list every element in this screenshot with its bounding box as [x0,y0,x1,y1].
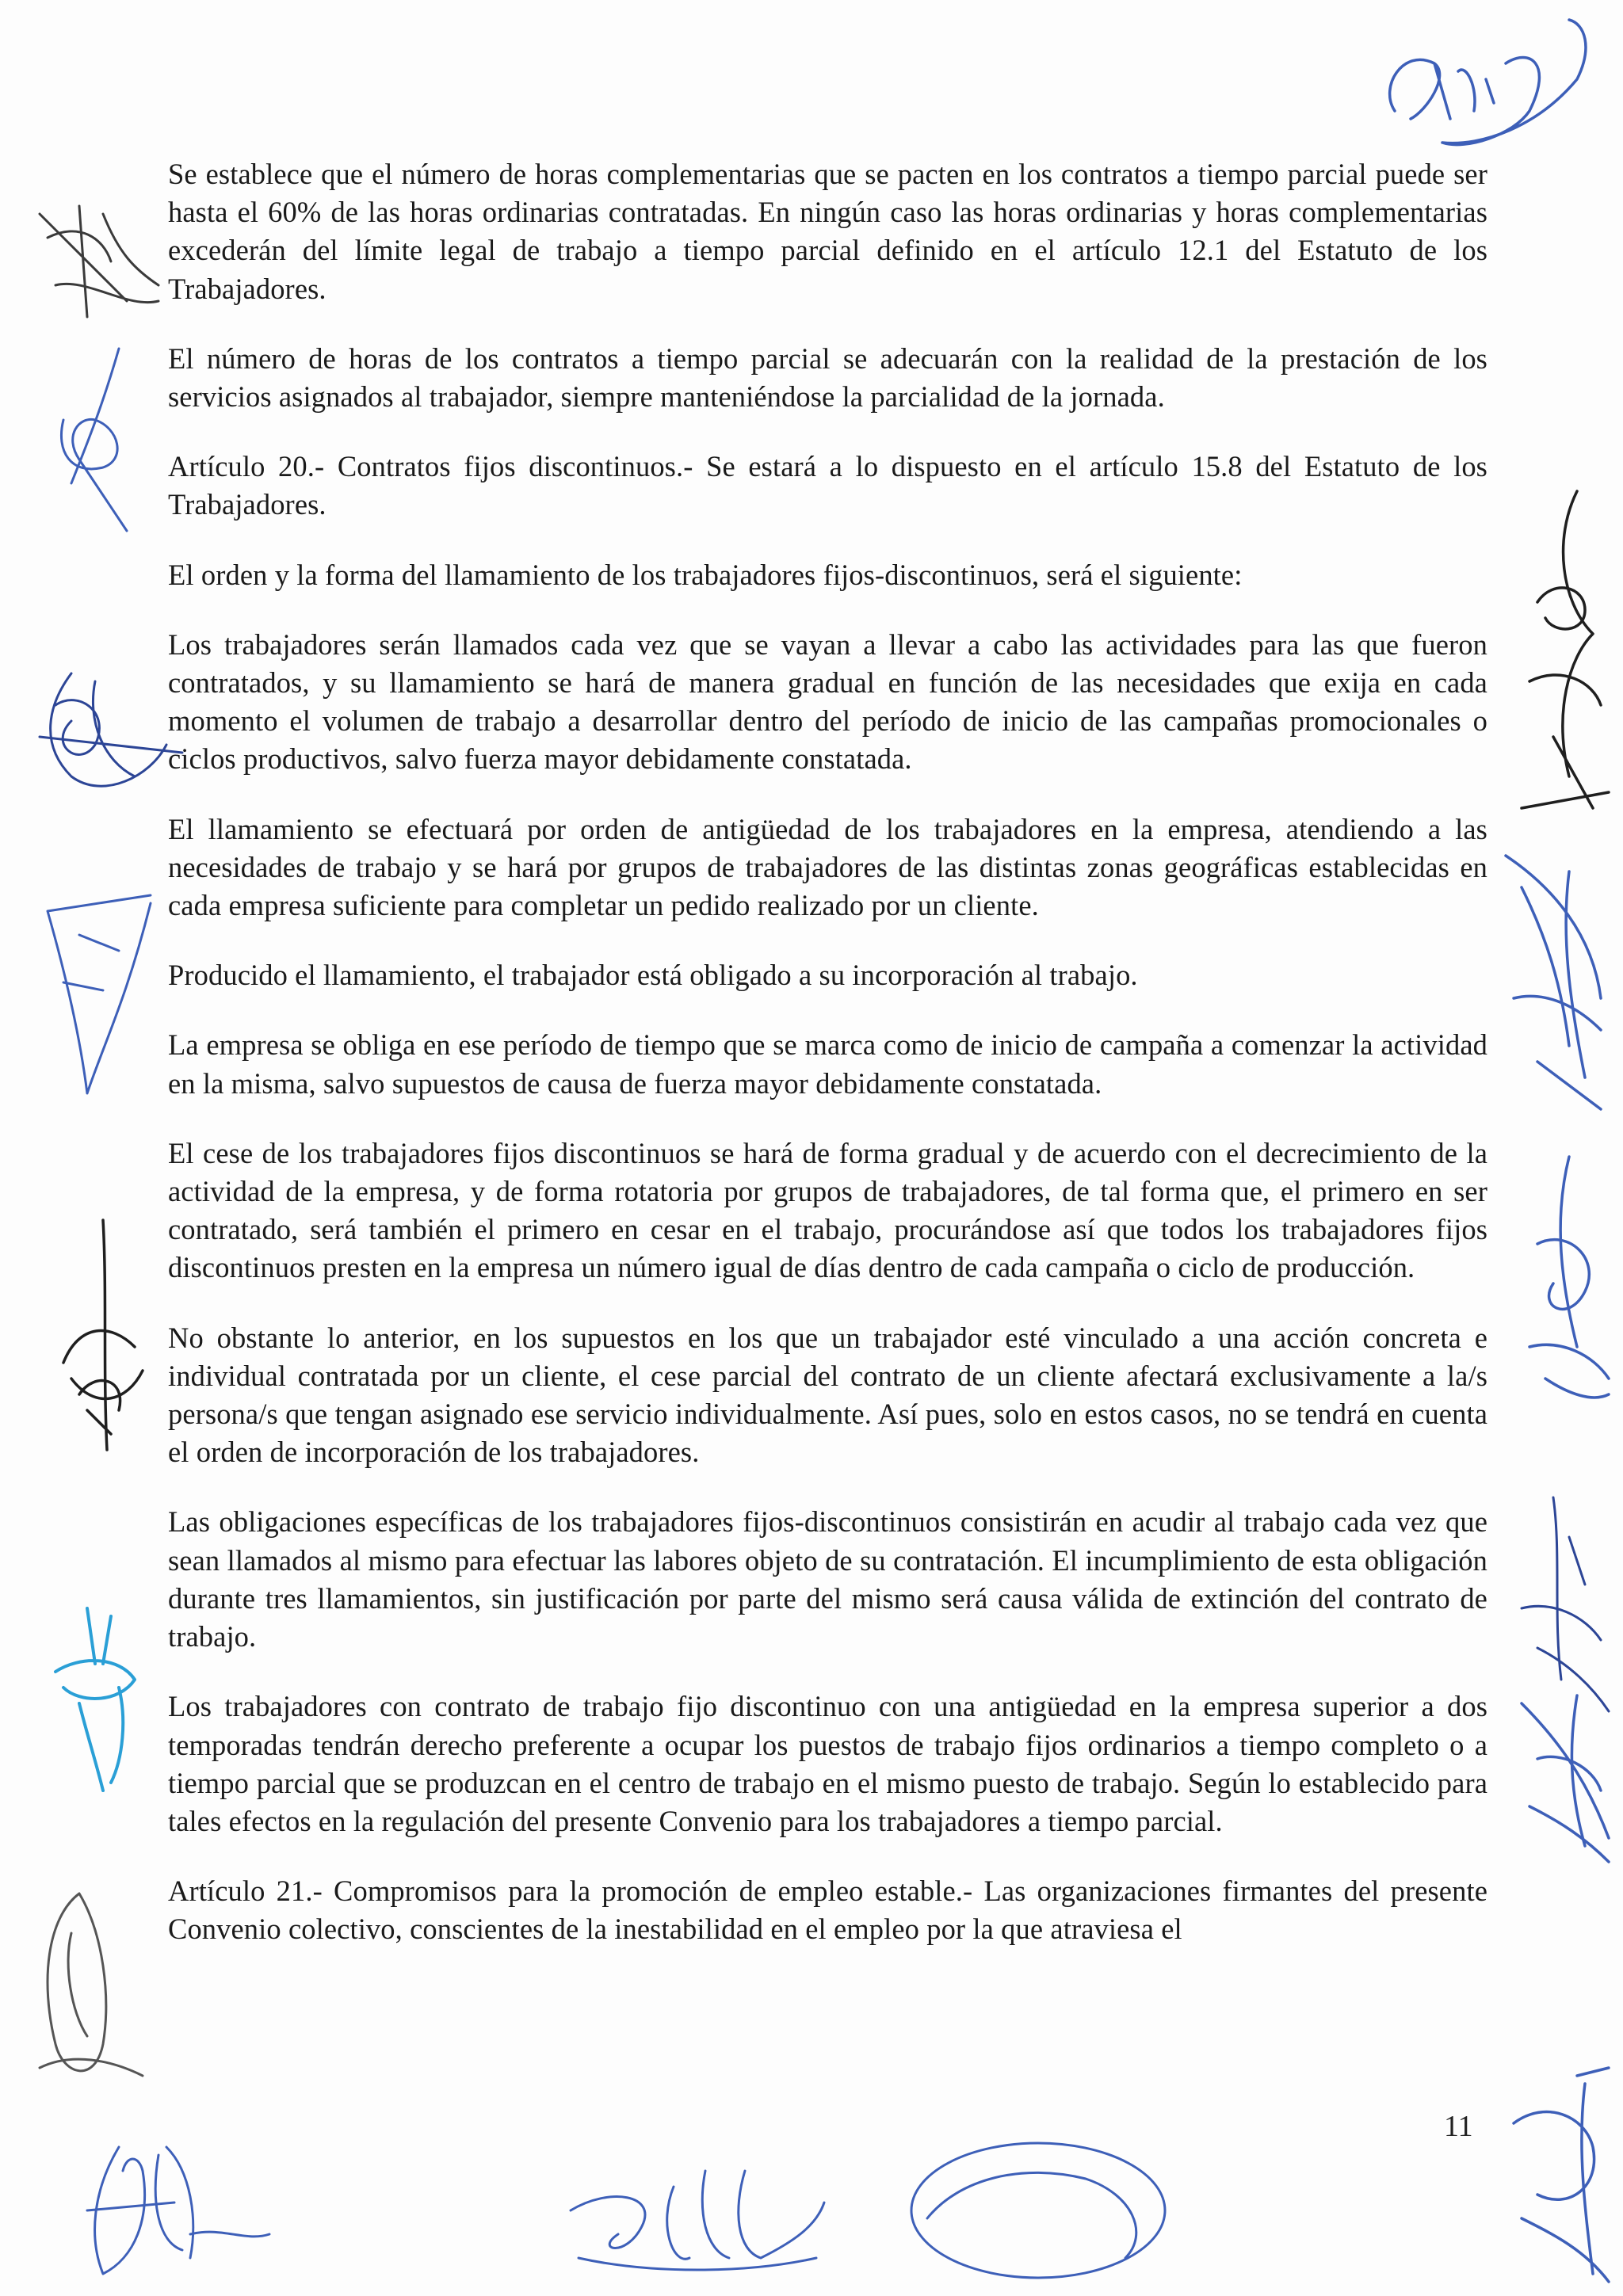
paragraph-company-obligation: La empresa se obliga en ese período de tiempo que se marca como de inicio de campaña a comenzar la actividad en la misma, salvo supuestos de causa de fuerza mayor debidamente constatada. [168,1028,1487,1100]
signature-left-4 [32,887,158,1109]
paragraph-specific-obligations: Las obligaciones específicas de los trabajadores fijos-discontinuos consistirán en acudir al trabajo cada vez que sean llamados al mismo para efectuar las labores objeto de su contratación. El incumplimiento de esta obligación durante tres llamamientos, sin justificación por parte del mismo será causa válida de extinción del contrato de trabajo. [168,1505,1487,1653]
paragraph-complementary-hours: Se establece que el número de horas complementarias que se pacten en los contratos a tiempo parcial puede ser hasta el 60% de las horas ordinarias contratadas. En ningún caso las horas ordinarias y horas complementarias excederán del límite legal de trabajo a tiempo parcial definido en el artículo 12.1 del Estatuto de los Trabajadores. [168,158,1487,305]
signature-left-1 [32,190,166,333]
paragraph-incorporation-obligation: Producido el llamamiento, el trabajador está obligado a su incorporación al trabajo. [168,959,1138,992]
page-number: 11 [1444,2110,1473,2143]
signature-top-right [1347,16,1609,174]
paragraph-workers-called: Los trabajadores serán llamados cada vez que se vayan a llevar a cabo las actividades para las que fueron contratados, y su llamamiento se hará de manera gradual en función de las necesidades que exija en cada momento el volumen de trabajo a desarrollar dentro del período de inicio de las campañas promocionales o ciclos productivos, salvo fuerza mayor debidamente constatada. [168,627,1487,776]
paragraph-individual-contract-exception: No obstante lo anterior, en los supuestos en los que un trabajador esté vinculado a una acción concreta e individual contratada por un cliente, el cese parcial del contrato de un cliente afectará exclusivamente a la/s persona/s que tengan asignado ese servicio individualmente. Así pues, solo en estos casos, no se tendrá en cuenta el orden de incorporación de los trabajadores. [168,1321,1487,1469]
signature-right-2 [1490,840,1617,1125]
paragraph-termination-order: El cese de los trabajadores fijos discontinuos se hará de forma gradual y de acuerdo con el decrecimiento de la actividad de la empresa, y de forma rotatoria por grupos de trabajadores, de tal forma que, el primero en ser contratado, será también el primero en cesar en el trabajo, procurándose así que todos los trabajadores fijos discontinuos presten en la empresa un número igual de días dentro de cada campaña o ciclo de producción. [168,1136,1487,1284]
paragraph-call-order: El orden y la forma del llamamiento de los trabajadores fijos-discontinuos, será el siguiente: [168,558,1243,591]
signature-bottom-left [71,2123,277,2290]
signature-left-7 [24,1886,151,2092]
signature-left-5 [48,1212,158,1466]
signature-bottom-oval [896,2131,1181,2290]
article-21-paragraph: Artículo 21.- Compromisos para la promoción de empleo estable.- Las organizaciones firmantes del presente Convenio colectivo, conscientes de la inestabilidad en el empleo por la que atraviesa el [168,1875,1487,1946]
paragraph-seniority-call: El llamamiento se efectuará por orden de antigüedad de los trabajadores en la empresa, atendiendo a las necesidades de trabajo y se hará por grupos de trabajadores de las distintas zonas geográficas establecidas en cada empresa suficiente para completar un pedido realizado por un cliente. [168,812,1487,922]
signature-bottom-center [563,2139,832,2290]
document-body [168,155,1487,1981]
signature-bottom-right [1498,2060,1617,2290]
signature-right-1 [1506,475,1617,816]
signature-left-3 [24,658,198,816]
paragraph-preferential-right: Los trabajadores con contrato de trabajo fijo discontinuo con una antigüedad en la empresa superior a dos temporadas tendrán derecho preferente a ocupar los puestos de trabajo fijos ordinarios a tiempo completo o a tiempo parcial que se produzcan en el centro de trabajo en el mismo puesto de trabajo. Según lo establecido para tales efectos en la regulación del presente Convenio para los trabajadores a tiempo parcial. [168,1690,1487,1837]
signature-left-6 [32,1600,158,1798]
signature-right-3 [1506,1141,1617,1410]
paragraph-part-time-hours: El número de horas de los contratos a tiempo parcial se adecuarán con la realidad de la prestación de los servicios asignados al trabajador, siempre manteniéndose la parcialidad de la jornada. [168,341,1487,414]
signature-left-2 [40,341,143,539]
article-20-heading-paragraph: Artículo 20.- Contratos fijos discontinuos.- Se estará a lo dispuesto en el artículo 15.8 del Estatuto de los Trabajadores. [168,450,1487,521]
signature-right-5 [1506,1680,1617,1870]
